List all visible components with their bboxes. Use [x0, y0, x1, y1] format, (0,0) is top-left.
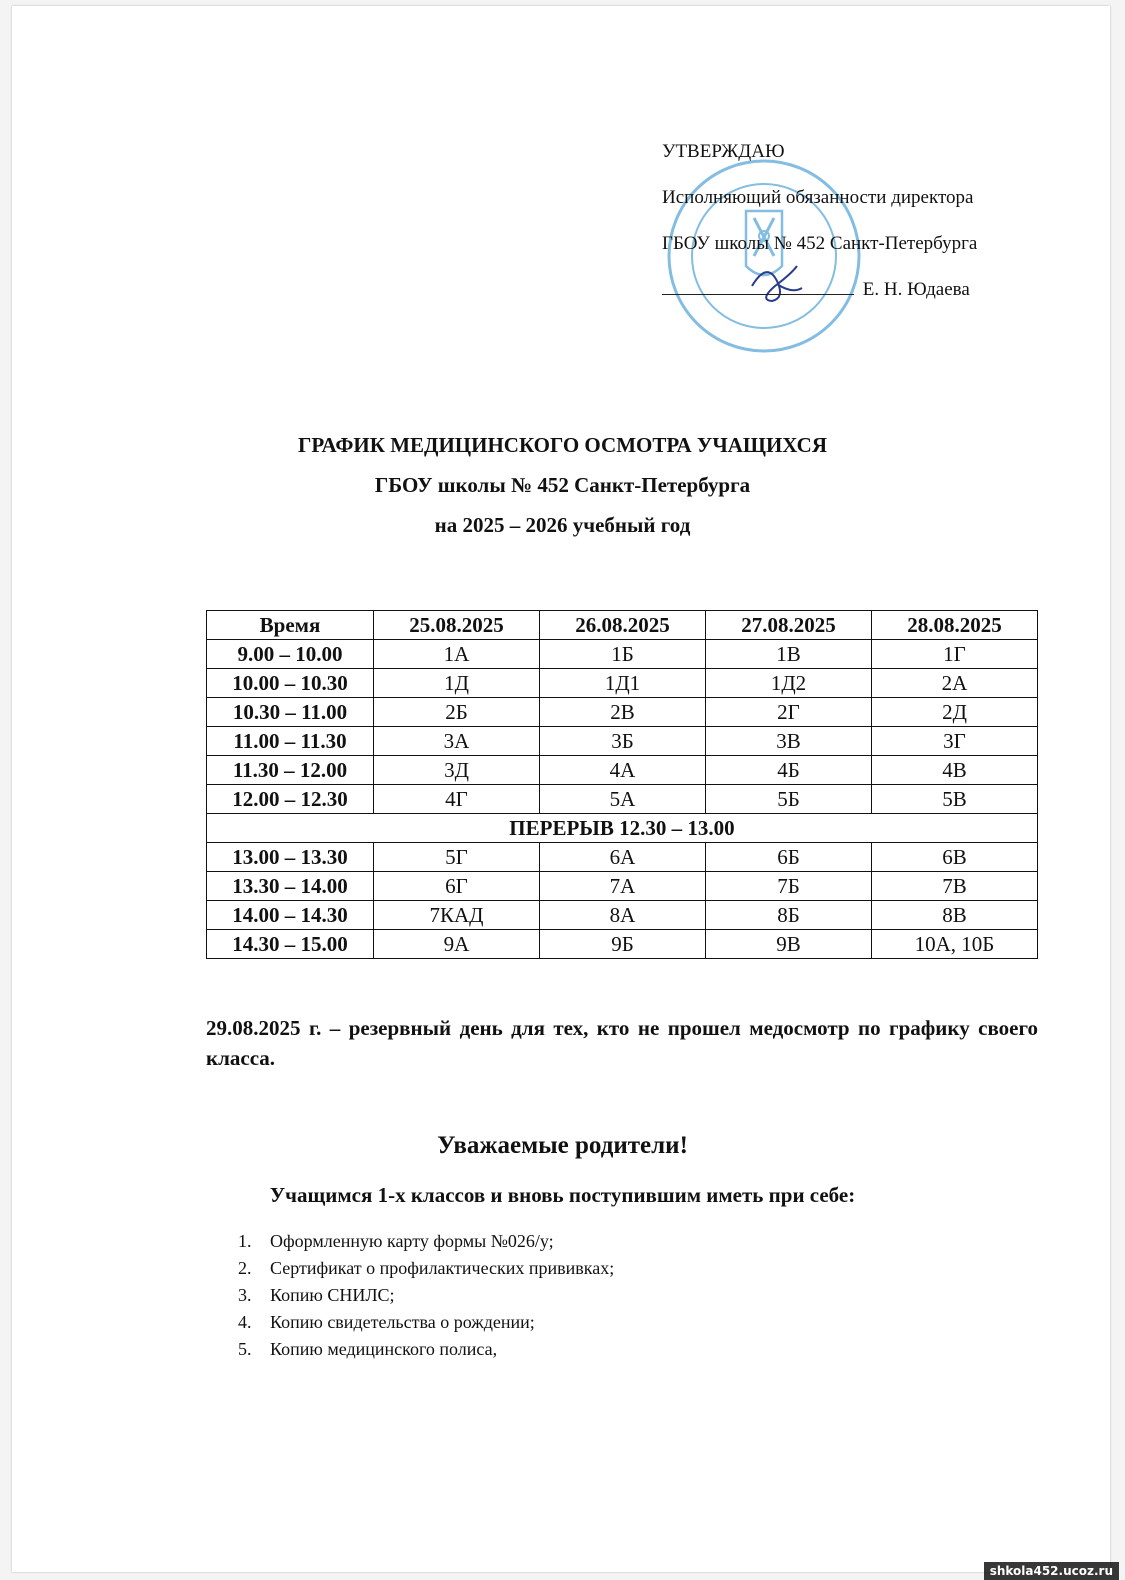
list-item [238, 1228, 614, 1255]
header-date: 25.08.2025 [374, 611, 540, 640]
class-cell: 10А, 10Б [872, 930, 1038, 959]
class-cell: 4А [540, 756, 706, 785]
class-cell: 3Б [540, 727, 706, 756]
class-cell: 5А [540, 785, 706, 814]
schedule-row [207, 785, 1038, 814]
approval-position: Исполняющий обязанности директора [662, 187, 974, 208]
time-slot-cell: 14.00 – 14.30 [207, 901, 374, 930]
class-cell: 9А [374, 930, 540, 959]
list-item [238, 1336, 614, 1363]
schedule-row [207, 669, 1038, 698]
list-item-number: 1. [238, 1231, 252, 1251]
class-cell: 1В [706, 640, 872, 669]
header-time: Время [207, 611, 374, 640]
time-slot-cell: 10.00 – 10.30 [207, 669, 374, 698]
class-cell: 4Г [374, 785, 540, 814]
approval-heading: УТВЕРЖДАЮ [662, 141, 785, 162]
time-slot-cell: 11.30 – 12.00 [207, 756, 374, 785]
class-cell: 6Б [706, 843, 872, 872]
class-cell: 1А [374, 640, 540, 669]
class-cell: 7А [540, 872, 706, 901]
class-cell: 6В [872, 843, 1038, 872]
schedule-row [207, 640, 1038, 669]
list-item-text: Копию СНИЛС; [270, 1285, 395, 1305]
time-slot-cell: 13.30 – 14.00 [207, 872, 374, 901]
class-cell: 3Д [374, 756, 540, 785]
document-title [0, 425, 1125, 545]
schedule-row [207, 901, 1038, 930]
list-item-number: 3. [238, 1285, 252, 1305]
class-cell: 2Г [706, 698, 872, 727]
approval-organization: ГБОУ школы № 452 Санкт-Петербурга [662, 233, 978, 254]
class-cell: 2Д [872, 698, 1038, 727]
schedule-row [207, 843, 1038, 872]
class-cell: 5Б [706, 785, 872, 814]
list-item-text: Оформленную карту формы №026/у; [270, 1231, 554, 1251]
time-slot-cell: 11.00 – 11.30 [207, 727, 374, 756]
schedule-row [207, 727, 1038, 756]
class-cell: 5В [872, 785, 1038, 814]
class-cell: 9Б [540, 930, 706, 959]
signature-underline [662, 294, 854, 295]
list-item-number: 2. [238, 1258, 252, 1278]
header-date: 28.08.2025 [872, 611, 1038, 640]
time-slot-cell: 13.00 – 13.30 [207, 843, 374, 872]
schedule-row [207, 756, 1038, 785]
time-slot-cell: 9.00 – 10.00 [207, 640, 374, 669]
class-cell: 7В [872, 872, 1038, 901]
class-cell: 1Д [374, 669, 540, 698]
class-cell: 1Д2 [706, 669, 872, 698]
class-cell: 9В [706, 930, 872, 959]
schedule-break-row [207, 814, 1038, 843]
list-item-number: 5. [238, 1339, 252, 1359]
class-cell: 1Г [872, 640, 1038, 669]
site-watermark: shkola452.ucoz.ru [984, 1562, 1119, 1580]
class-cell: 2А [872, 669, 1038, 698]
parents-heading: Уважаемые родители! [437, 1132, 688, 1159]
documents-subheading: Учащимся 1-х классов и вновь поступившим иметь при себе: [269, 1183, 856, 1207]
list-item-text: Сертификат о профилактических прививках; [270, 1258, 615, 1278]
title-line-2: ГБОУ школы № 452 Санкт-Петербурга [374, 473, 751, 497]
header-date: 26.08.2025 [540, 611, 706, 640]
class-cell: 1Б [540, 640, 706, 669]
break-cell: ПЕРЕРЫВ 12.30 – 13.00 [207, 814, 1038, 843]
class-cell: 8Б [706, 901, 872, 930]
title-line-3: на 2025 – 2026 учебный год [434, 513, 691, 537]
time-slot-cell: 10.30 – 11.00 [207, 698, 374, 727]
class-cell: 5Г [374, 843, 540, 872]
schedule-row [207, 698, 1038, 727]
class-cell: 2В [540, 698, 706, 727]
class-cell: 3А [374, 727, 540, 756]
approver-name: Е. Н. Юдаева [862, 279, 970, 300]
schedule-row [207, 872, 1038, 901]
class-cell: 4В [872, 756, 1038, 785]
documents-list [238, 1228, 614, 1363]
list-item-text: Копию медицинского полиса, [270, 1339, 498, 1359]
class-cell: 7КАД [374, 901, 540, 930]
header-date: 27.08.2025 [706, 611, 872, 640]
time-slot-cell: 12.00 – 12.30 [207, 785, 374, 814]
schedule-header-row [207, 611, 1038, 640]
schedule-table [206, 610, 1038, 959]
class-cell: 4Б [706, 756, 872, 785]
signature-line [662, 278, 1052, 301]
class-cell: 8А [540, 901, 706, 930]
list-item-text: Копию свидетельства о рождении; [270, 1312, 535, 1332]
time-slot-cell: 14.30 – 15.00 [207, 930, 374, 959]
schedule-row [207, 930, 1038, 959]
class-cell: 7Б [706, 872, 872, 901]
reserve-day-note: 29.08.2025 г. – резервный день для тех, кто не прошел медосмотр по графику своего класса. [206, 1016, 1038, 1070]
list-item [238, 1282, 614, 1309]
class-cell: 6А [540, 843, 706, 872]
class-cell: 1Д1 [540, 669, 706, 698]
class-cell: 8В [872, 901, 1038, 930]
title-line-1: ГРАФИК МЕДИЦИНСКОГО ОСМОТРА УЧАЩИХСЯ [298, 433, 827, 457]
class-cell: 3Г [872, 727, 1038, 756]
list-item-number: 4. [238, 1312, 252, 1332]
class-cell: 6Г [374, 872, 540, 901]
list-item [238, 1309, 614, 1336]
class-cell: 2Б [374, 698, 540, 727]
approval-block [662, 140, 1052, 301]
list-item [238, 1255, 614, 1282]
class-cell: 3В [706, 727, 872, 756]
